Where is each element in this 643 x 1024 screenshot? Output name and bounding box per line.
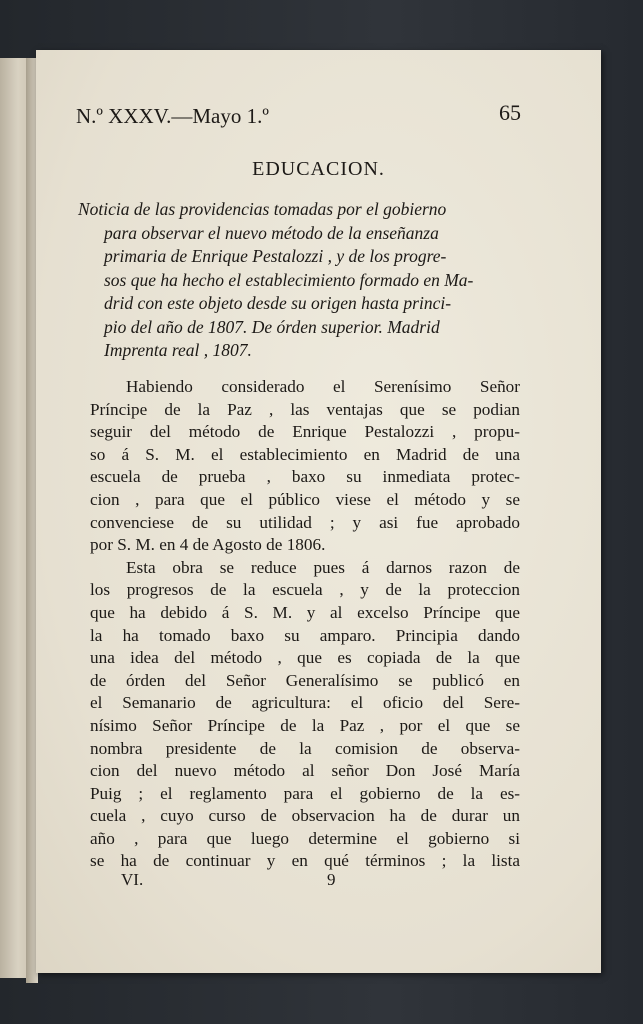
body-line: por S. M. en 4 de Agosto de 1806. [90,535,326,555]
body-line: Puig ; el reglamento para el gobierno de la es- [90,783,520,803]
notice-line: drid con este objeto desde su origen hasta princi- [104,293,452,313]
running-header [76,100,521,134]
body-line: nombra presidente de la comision de observa- [90,738,520,758]
section-title: EDUCACION. [252,158,385,180]
body-line: Príncipe de la Paz , las ventajas que se podian [90,399,520,419]
notice-line: pio del año de 1807. De órden superior. Madrid [104,316,440,337]
body-line: de órden del Señor Generalísimo se publicó en [90,670,520,690]
notice-line: Noticia de las providencias tomadas por el gobierno [78,199,447,219]
notice-line: para observar el nuevo método de la enseñanza [104,222,439,243]
page-footer [121,870,421,896]
body-line: escuela de prueba , baxo su inmediata protec- [90,467,520,487]
body-line: el Semanario de agricultura: el oficio del Sere- [90,693,520,713]
notice-line: Imprenta real , 1807. [104,340,252,360]
body-line: Esta obra se reduce pues á darnos razon de [126,557,520,577]
issue-label: N.º XXXV.—Mayo 1.º [76,104,269,128]
sheet-number: 9 [327,870,336,889]
body-line: cuela , cuyo curso de observacion ha de durar un [90,806,520,826]
notice-line: sos que ha hecho el establecimiento formado en Ma- [104,269,474,290]
body-line: que ha debido á S. M. y al excelso Príncipe que [90,602,520,622]
body-line: convenciese de su utilidad ; y asi fue aprobado [90,512,520,532]
body-line: una idea del método , que es copiada de la que [90,648,520,668]
body-line: seguir del método de Enrique Pestalozzi , propu- [90,422,520,442]
body-line: la ha tomado baxo su amparo. Principia dando [90,625,520,645]
notice-line: primaria de Enrique Pestalozzi , y de los progre- [104,246,447,266]
body-line: los progresos de la escuela , y de la proteccion [90,580,520,600]
signature-mark: VI. [121,870,144,889]
body-text [90,376,520,873]
notice-paragraph [78,198,498,363]
body-line: año , para que luego determine el gobierno si [90,828,520,848]
body-line: se ha de continuar y en qué términos ; la lista [90,851,520,871]
page-number: 65 [499,100,521,125]
body-line: nísimo Señor Príncipe de la Paz , por el que se [90,715,520,735]
body-line: Habiendo considerado el Serenísimo Señor [126,377,520,396]
body-line: cion del nuevo método al señor Don José María [90,761,520,781]
body-line: so á S. M. el establecimiento en Madrid de una [90,444,520,464]
book-page [36,50,601,973]
body-line: cion , para que el público viese el método y se [90,489,520,509]
